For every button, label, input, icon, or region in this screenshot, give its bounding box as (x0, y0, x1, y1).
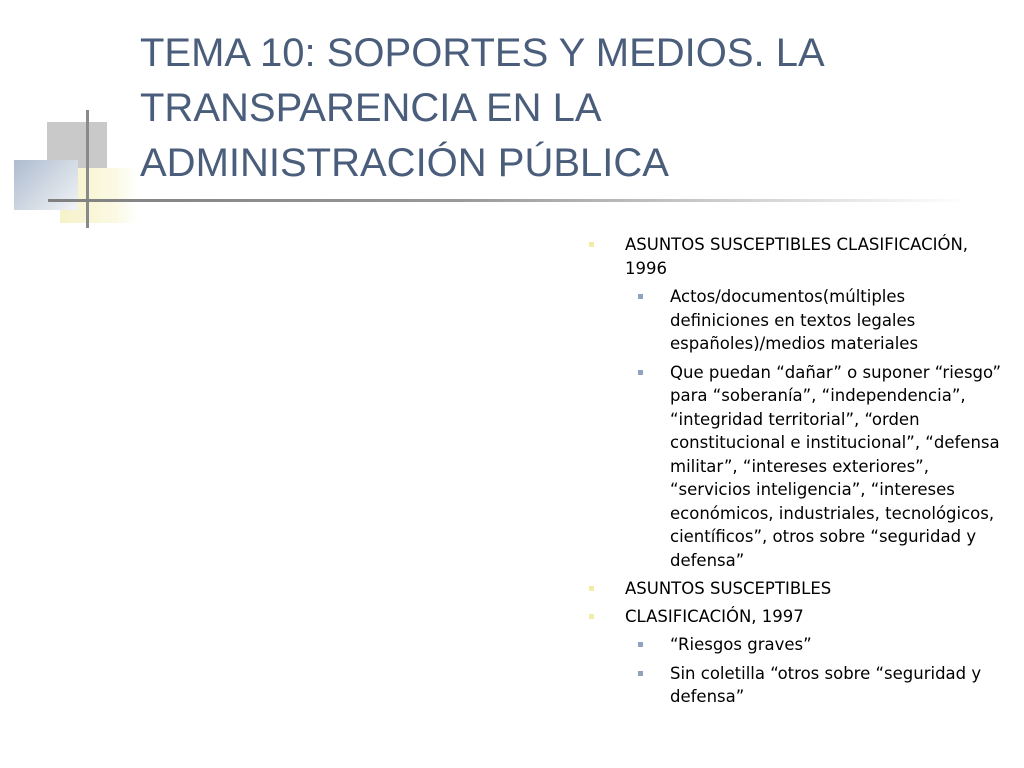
bullet-text: ASUNTOS SUSCEPTIBLES (625, 579, 832, 598)
title-line-1: TEMA 10: SOPORTES Y MEDIOS. LA (140, 31, 825, 75)
square-bullet-icon (638, 642, 643, 647)
square-bullet-icon (638, 370, 643, 375)
square-bullet-icon (589, 242, 594, 247)
sub-bullet-item-3-1 (625, 633, 1005, 657)
title-line-2: TRANSPARENCIA EN LA (140, 86, 602, 130)
square-bullet-icon (589, 586, 594, 591)
square-bullet-icon (638, 294, 643, 299)
corner-decoration (0, 0, 150, 240)
sub-bullet-item-1-2 (625, 361, 1005, 573)
sub-bullet-item-3-2 (625, 662, 1005, 709)
bullet-item-2 (585, 577, 1005, 601)
bullet-list (585, 233, 1005, 709)
sub-bullet-item-1-1 (625, 285, 1005, 356)
bullet-text: ASUNTOS SUSCEPTIBLES CLASIFICACIÓN, 1996 (625, 235, 969, 278)
slide-title (140, 26, 1000, 191)
slide-body (585, 233, 1005, 714)
bullet-item-1 (585, 233, 1005, 572)
sub-bullet-text: Que puedan “dañar” o suponer “riesgo” para “soberanía”, “independencia”, “integridad territorial”, “orden constitucional e institucional”, “defensa militar”, “intereses exteriores”, “servicios inteligencia”, “intereses económicos, industriales, tecnológicos, científicos”, otros sobre “seguridad y defensa” (670, 362, 1002, 570)
bullet-text: CLASIFICACIÓN, 1997 (625, 606, 804, 626)
vertical-rule (86, 110, 89, 228)
sub-bullet-list (625, 285, 1005, 572)
blue-square-shape (14, 160, 78, 210)
sub-bullet-text: “Riesgos graves” (670, 635, 812, 654)
sub-bullet-text: Sin coletilla “otros sobre “seguridad y defensa” (670, 663, 982, 706)
square-bullet-icon (589, 614, 594, 619)
title-line-3: ADMINISTRACIÓN PÚBLICA (140, 141, 669, 185)
sub-bullet-list (625, 633, 1005, 709)
bullet-item-3 (585, 605, 1005, 709)
square-bullet-icon (638, 671, 643, 676)
title-underline-rule (48, 199, 968, 202)
sub-bullet-text: Actos/documentos(múltiples definiciones en textos legales españoles)/medios materiales (670, 287, 919, 353)
